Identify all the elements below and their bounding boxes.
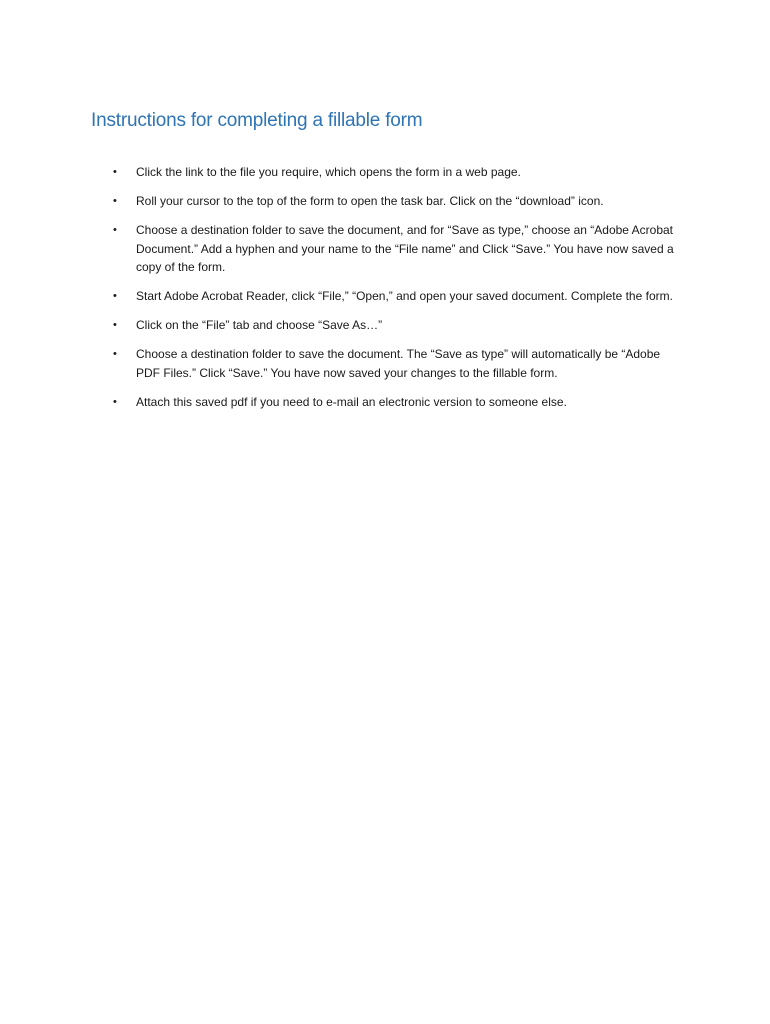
list-item	[0, 345, 686, 382]
step-text: Click the link to the file you require, which opens the form in a web page.	[136, 165, 521, 179]
page-title: Instructions for completing a fillable form	[91, 110, 423, 131]
list-item	[0, 163, 686, 182]
bullet-icon: •	[113, 166, 117, 178]
step-text: Choose a destination folder to save the document, and for “Save as type,” choose an “Adobe Acrobat Document.” Add a hyphen and your name to the “File name” and Click “Save.” You have now saved a copy of the form.	[136, 223, 674, 274]
bullet-icon: •	[113, 395, 117, 408]
bullet-icon: •	[113, 319, 117, 331]
list-item	[0, 221, 686, 277]
bullet-icon: •	[113, 224, 117, 236]
step-text: Choose a destination folder to save the document. The “Save as type” will automatically be “Adobe PDF Files.” Click “Save.” You have now saved your changes to the fillable form.	[136, 347, 661, 380]
list-item	[0, 192, 686, 211]
bullet-icon: •	[113, 348, 117, 360]
step-text: Roll your cursor to the top of the form to open the task bar. Click on the “download” icon.	[136, 194, 604, 208]
list-item	[0, 316, 686, 335]
list-item	[0, 287, 686, 306]
bullet-icon: •	[113, 290, 117, 302]
step-text: Start Adobe Acrobat Reader, click “File,” “Open,” and open your saved document. Complete the form.	[136, 289, 673, 303]
instruction-list	[0, 163, 770, 422]
bullet-icon: •	[113, 195, 117, 207]
list-item	[0, 393, 686, 412]
step-text: Attach this saved pdf if you need to e-mail an electronic version to someone else.	[136, 394, 567, 409]
step-text: Click on the “File” tab and choose “Save As…”	[136, 318, 383, 332]
